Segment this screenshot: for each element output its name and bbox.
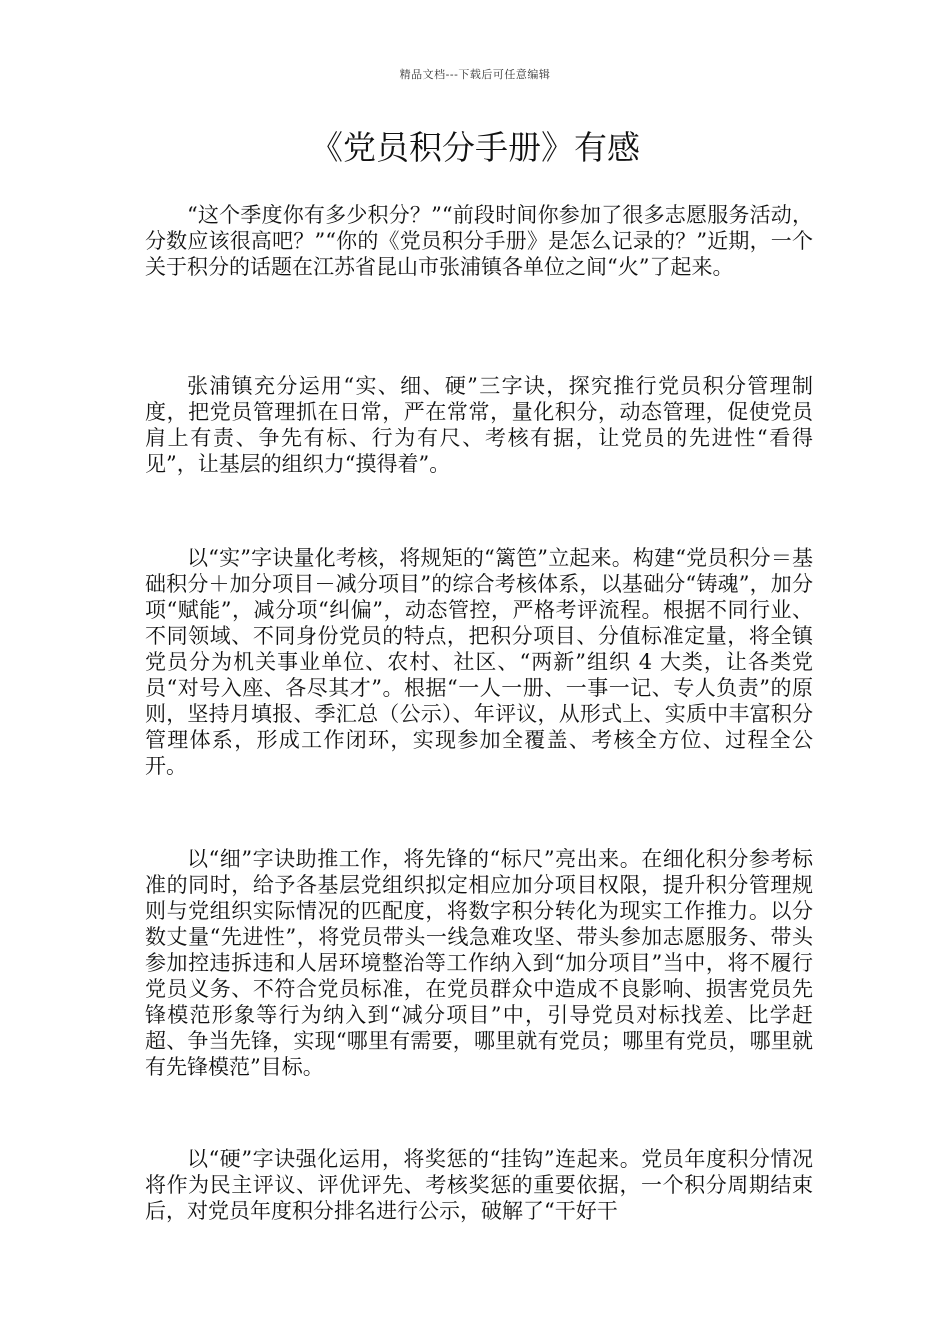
paragraph-xi: 以“细”字诀助推工作，将先锋的“标尺”亮出来。在细化积分参考标准的同时，给予各基层党组织拟定相应加分项目权限，提升积分管理规则与党组织实际情况的匹配度，将数字积分转化为现实工作推力。以分数丈量“先进性”，将党员带头一线急难攻坚、带头参加志愿服务、带头参加控违拆违和人居环境整治等工作纳入到“加分项目”当中，将不履行党员义务、不符合党员标准，在党员群众中造成不良影响、损害党员先锋模范形象等行为纳入到“减分项目”中，引导党员对标找差、比学赶超、争当先锋，实现“哪里有需要，哪里就有党员；哪里有党员，哪里就有先锋模范”目标。 — [145, 847, 813, 1079]
paragraph-shi: 以“实”字诀量化考核，将规矩的“篱笆”立起来。构建“党员积分＝基础积分＋加分项目－减分项目”的综合考核体系，以基础分“铸魂”，加分项“赋能”，减分项“纠偏”，动态管控，严格考评流程。根据不同行业、不同领域、不同身份党员的特点，把积分项目、分值标准定量，将全镇党员分为机关事业单位、农村、社区、“两新”组织 4 大类，让各类党员“对号入座、各尽其才”。根据“一人一册、一事一记、专人负责”的原则，坚持月填报、季汇总（公示）、年评议，从形式上、实质中丰富积分管理体系，形成工作闭环，实现参加全覆盖、考核全方位、过程全公开。 — [145, 546, 813, 778]
page-title: 《党员积分手册》有感 — [310, 128, 640, 167]
paragraph-intro: “这个季度你有多少积分？”“前段时间你参加了很多志愿服务活动，分数应该很高吧？”“你的《党员积分手册》是怎么记录的？”近期，一个关于积分的话题在江苏省昆山市张浦镇各单位之间“火”了起来。 — [145, 203, 813, 279]
paragraph-overview: 张浦镇充分运用“实、细、硬”三字诀，探究推行党员积分管理制度，把党员管理抓在日常，严在常常，量化积分，动态管理，促使党员肩上有责、争先有标、行为有尺、考核有据，让党员的先进性“看得见”，让基层的组织力“摸得着”。 — [145, 374, 813, 476]
header-note: 精品文档---下载后可任意编辑 — [399, 68, 551, 81]
paragraph-ying: 以“硬”字诀强化运用，将奖惩的“挂钩”连起来。党员年度积分情况将作为民主评议、评优评先、考核奖惩的重要依据，一个积分周期结束后，对党员年度积分排名进行公示，破解了“干好干 — [145, 1147, 813, 1223]
